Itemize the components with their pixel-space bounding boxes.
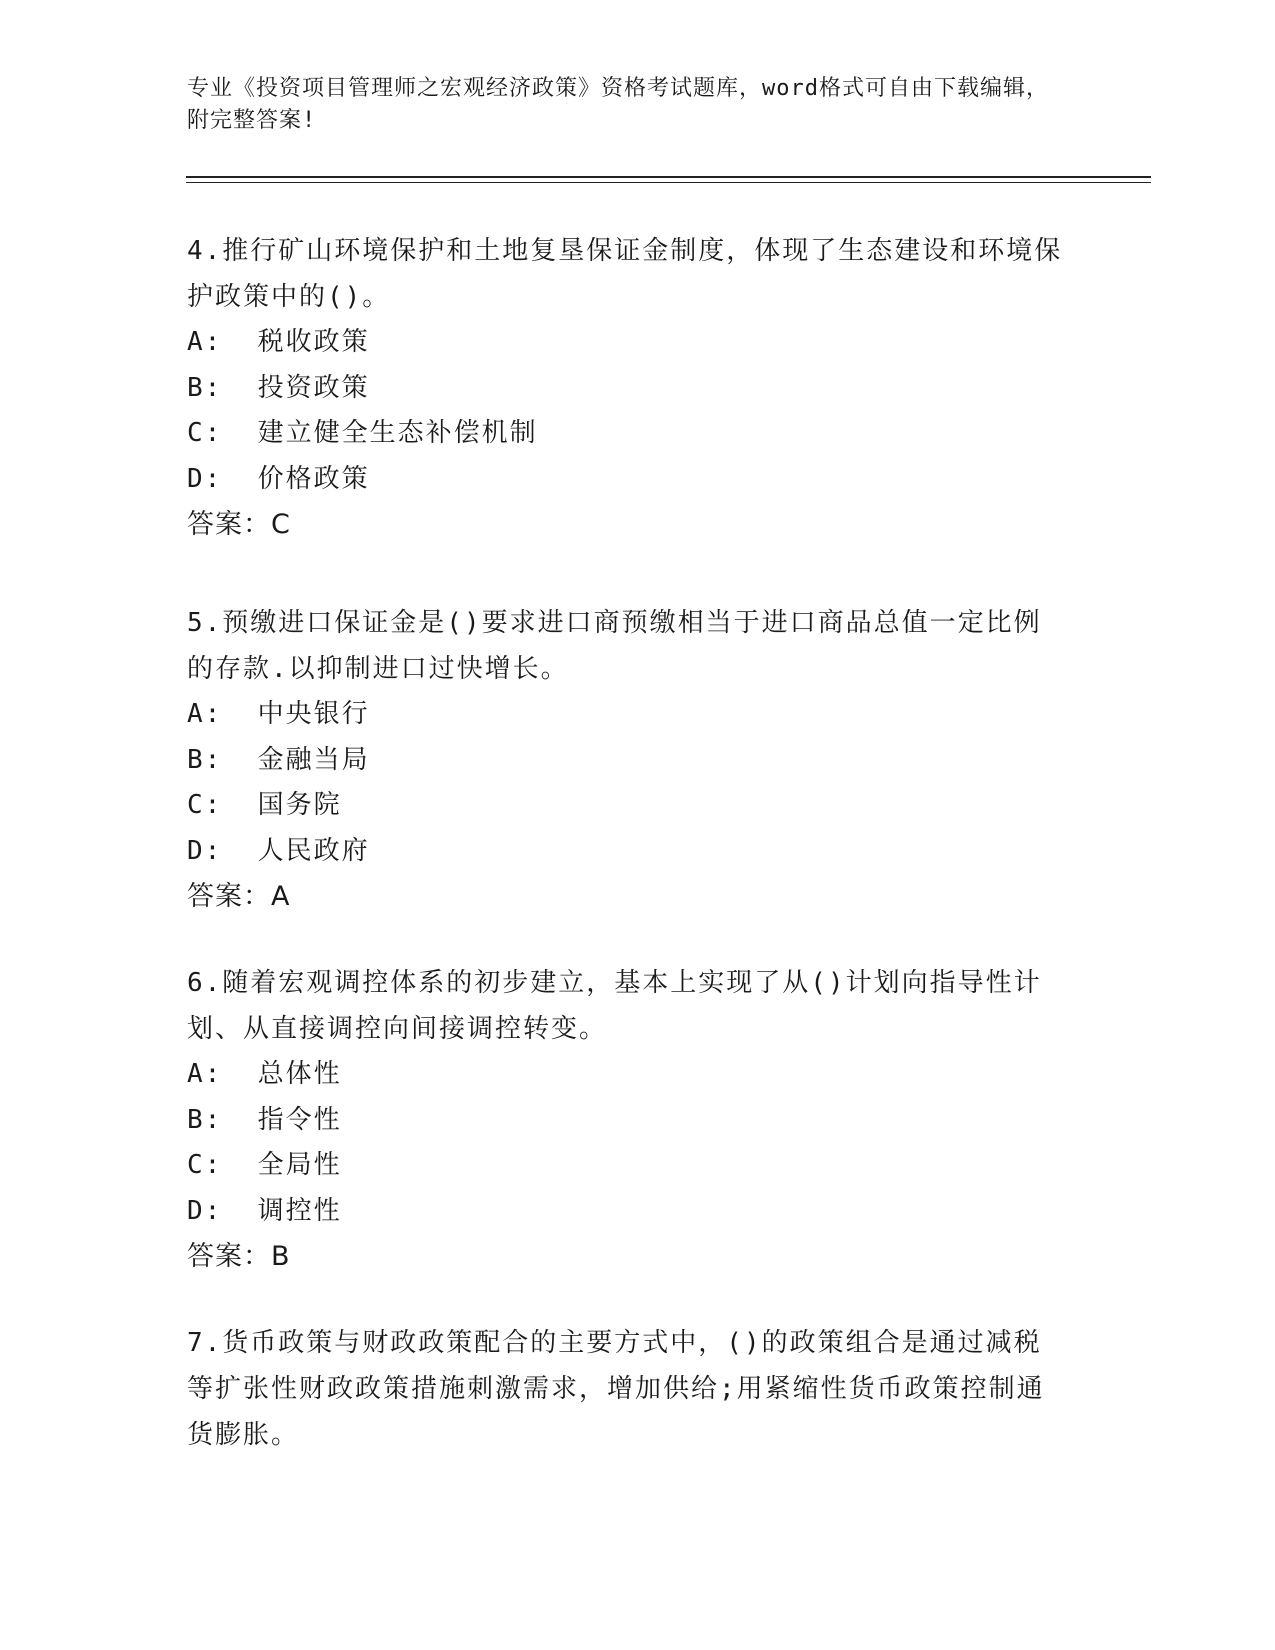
option-b: B: 投资政策 [187, 372, 370, 403]
option-d: D: 价格政策 [187, 463, 370, 494]
question-7 [187, 1320, 1067, 1458]
option-c: C: 建立健全生态补偿机制 [187, 418, 538, 448]
option-c: C: 国务院 [187, 790, 342, 820]
question-4 [187, 228, 1067, 548]
option-b: B: 指令性 [187, 1104, 342, 1135]
option-a: A: 总体性 [187, 1059, 342, 1089]
question-stem: 6.随着宏观调控体系的初步建立，基本上实现了从()计划向指导性计划、从直接调控向间接调控转变。 [187, 968, 1042, 1044]
answer: 答案：B [187, 1241, 291, 1272]
answer: 答案：A [187, 881, 291, 912]
answer: 答案：C [187, 509, 291, 540]
question-stem: 5.预缴进口保证金是()要求进口商预缴相当于进口商品总值一定比例的存款.以抑制进口过快增长。 [187, 608, 1042, 684]
header-divider-thick [186, 176, 1151, 178]
question-stem: 7.货币政策与财政政策配合的主要方式中，()的政策组合是通过减税等扩张性财政政策措施刺激需求，增加供给;用紧缩性货币政策控制通货膨胀。 [187, 1328, 1045, 1450]
question-5 [187, 600, 1067, 920]
question-6 [187, 960, 1067, 1280]
header-divider-thin [186, 182, 1151, 183]
option-d: D: 调控性 [187, 1195, 342, 1226]
option-c: C: 全局性 [187, 1150, 342, 1180]
option-a: A: 中央银行 [187, 699, 370, 729]
question-stem: 4.推行矿山环境保护和土地复垦保证金制度，体现了生态建设和环境保护政策中的()。 [187, 236, 1063, 312]
option-a: A: 税收政策 [187, 327, 370, 357]
document-intro: 专业《投资项目管理师之宏观经济政策》资格考试题库，word格式可自由下载编辑，附完整答案! [187, 76, 1049, 133]
option-b: B: 金融当局 [187, 744, 370, 775]
option-d: D: 人民政府 [187, 835, 370, 866]
